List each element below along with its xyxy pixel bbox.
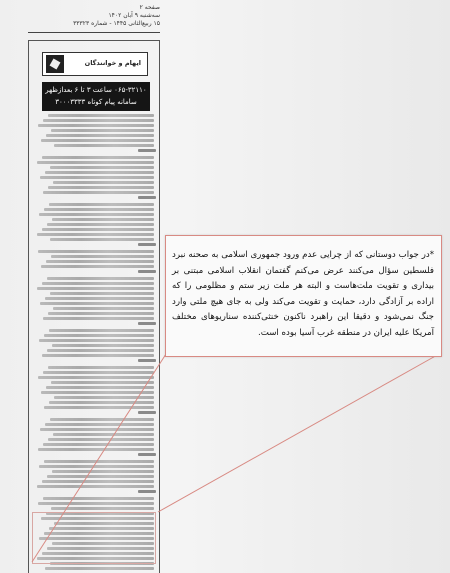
column-text-line — [51, 255, 154, 258]
column-text-line — [46, 260, 154, 263]
column-text-line — [43, 497, 154, 500]
column-text-line — [50, 238, 154, 241]
column-text-line — [38, 502, 154, 505]
column-text-line — [47, 349, 154, 352]
column-text-line — [48, 438, 154, 441]
section-title — [42, 52, 148, 76]
newspaper-logo-icon — [46, 55, 64, 73]
column-text-line — [37, 161, 154, 164]
column-text-line — [45, 423, 154, 426]
column-text-line — [47, 475, 154, 478]
column-text-line — [53, 307, 154, 310]
column-text-line — [48, 312, 154, 315]
column-text-line — [51, 381, 154, 384]
column-subheading — [138, 243, 156, 246]
contact-phone: ۰۶۵-۳۲۱۱۰ ساعت ۳ تا ۶ بعدازظهر — [45, 86, 147, 94]
column-text-line — [42, 156, 154, 159]
column-text-line — [53, 433, 154, 436]
column-text-line — [38, 448, 154, 451]
column-subheading — [138, 359, 156, 362]
column-text-line — [51, 507, 154, 510]
column-text-line — [48, 114, 154, 117]
column-text-line — [52, 218, 154, 221]
column-text-line — [48, 186, 154, 189]
column-subheading — [138, 322, 156, 325]
column-text-line — [42, 354, 154, 357]
column-text-line — [45, 297, 154, 300]
header-divider — [28, 32, 160, 33]
column-text-line — [42, 282, 154, 285]
column-text-line — [42, 228, 154, 231]
column-text-line — [44, 334, 154, 337]
column-subheading — [138, 411, 156, 414]
column-text-line — [39, 465, 154, 468]
column-text-line — [37, 287, 154, 290]
column-text-line — [44, 460, 154, 463]
column-text-line — [43, 119, 154, 122]
column-text-line — [51, 129, 154, 132]
column-subheading — [138, 490, 156, 493]
contact-sms: سامانه پیام کوتاه ۳۰۰۰۳۳۳۳ — [55, 98, 137, 106]
issue-line: ۱۵ ربیع‌الثانی ۱۴۴۵ - شماره ۳۳۳۲۳ — [73, 20, 160, 27]
column-text-line — [50, 292, 154, 295]
excerpt-text: *در جواب دوستانی که از چرایی عدم ورود جمهوری اسلامی به صحنه نبرد فلسطین سؤال می‌کنند عرض می‌کنم گفتمان انقلاب اسلامی مبتنی بر بیداری و تقویت ملت‌هاست و البته هر ملت زیر ستم و مظلومی را که اراده بر آزادگی دارد، حمایت و تقویت می‌کند ولی به جای هیچ ملتی وارد جنگ نمی‌شود و دقیقا این راهبرد ناکنون خنثی‌کننده سناریوهای مختلف آمریکا علیه ایران در منطقه غرب آسیا بوده است. — [172, 250, 434, 338]
column-text-line — [38, 124, 154, 127]
column-text-line — [41, 139, 154, 142]
column-text-line — [43, 371, 154, 374]
column-subheading — [138, 453, 156, 456]
column-text-line — [47, 223, 154, 226]
zoomed-excerpt — [165, 235, 442, 357]
column-text-line — [54, 144, 154, 147]
contact-box — [42, 82, 150, 111]
column-text-line — [46, 134, 154, 137]
column-text-line — [50, 166, 154, 169]
column-text-line — [38, 250, 154, 253]
column-text-line — [41, 265, 154, 268]
column-text-line — [53, 181, 154, 184]
column-text-line — [40, 428, 154, 431]
column-text-line — [46, 386, 154, 389]
column-text-line — [39, 339, 154, 342]
date-line: سه‌شنبه ۹ آبان ۱۴۰۲ — [108, 12, 160, 19]
column-text-line — [52, 470, 154, 473]
column-text-line — [49, 329, 154, 332]
column-text-line — [45, 171, 154, 174]
column-text-line — [48, 366, 154, 369]
column-text-line — [44, 208, 154, 211]
page-header — [28, 4, 160, 28]
column-text-line — [50, 418, 154, 421]
column-text-line — [44, 406, 154, 409]
column-subheading — [138, 196, 156, 199]
column-text-line — [37, 233, 154, 236]
newspaper-column — [28, 0, 160, 573]
page-number: صفحه ۲ — [139, 4, 160, 11]
column-text-line — [41, 391, 154, 394]
column-text-line — [39, 213, 154, 216]
column-text-line — [45, 567, 154, 570]
column-text-line — [54, 396, 154, 399]
column-text-line — [49, 203, 154, 206]
column-text-line — [40, 302, 154, 305]
highlighted-paragraph — [32, 512, 156, 564]
column-text-line — [47, 277, 154, 280]
column-text-line — [40, 176, 154, 179]
section-title-text: ایهام و خوانندگان — [84, 59, 141, 67]
column-text-line — [43, 317, 154, 320]
column-subheading — [138, 270, 156, 273]
column-text-line — [49, 401, 154, 404]
column-text-line — [38, 376, 154, 379]
column-text-line — [42, 480, 154, 483]
column-text-line — [43, 443, 154, 446]
column-text-line — [43, 191, 154, 194]
column-subheading — [138, 149, 156, 152]
column-text-line — [52, 344, 154, 347]
column-text-line — [37, 485, 154, 488]
